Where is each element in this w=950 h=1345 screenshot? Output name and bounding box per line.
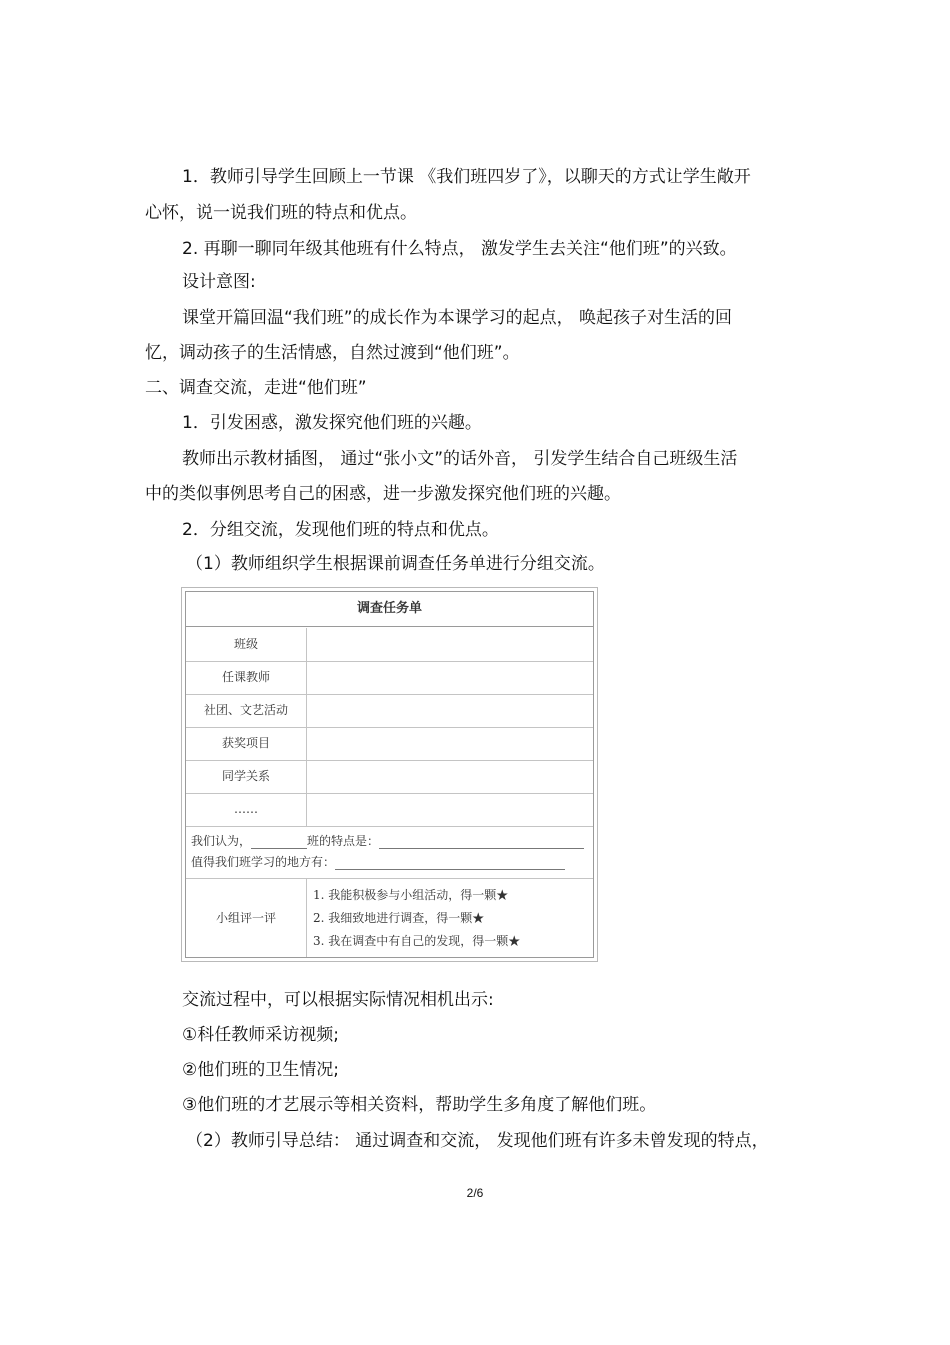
paragraph-2: 2. 再聊一聊同年级其他班有什么特点， 激发学生去关注“他们班”的兴致。: [182, 239, 737, 259]
step-2-sub-2: （2）教师引导总结： 通过调查和交流， 发现他们班有许多未曾发现的特点，: [186, 1131, 769, 1151]
design-intent-heading: 设计意图:: [182, 272, 256, 292]
summary-text-c: 值得我们班学习的地方有：: [191, 855, 336, 869]
evaluation-label: 小组评一评: [186, 878, 307, 957]
page-number: 2/6: [466, 1186, 484, 1200]
survey-summary-line-2: [191, 853, 565, 870]
step-1-heading: 1．引发困惑，激发探究他们班的兴趣。: [182, 413, 482, 433]
step-2-sub-1: （1）教师组织学生根据课前调查任务单进行分组交流。: [186, 554, 605, 574]
survey-summary-block: [186, 826, 593, 879]
survey-task-sheet: [181, 587, 598, 962]
survey-table: [185, 591, 594, 958]
list-item-1: ①科任教师采访视频;: [182, 1025, 339, 1045]
survey-row: [186, 694, 593, 728]
evaluation-item: 3. 我在调查中有自己的发现，得一颗★: [313, 934, 521, 948]
summary-text-a: 我们认为，: [191, 834, 252, 848]
survey-title: 调查任务单: [186, 592, 593, 627]
survey-row: [186, 628, 593, 662]
survey-row-label: 同学关系: [186, 760, 307, 793]
paragraph-exchange: 交流过程中，可以根据实际情况相机出示:: [182, 990, 494, 1010]
paragraph-1-line-2: 心怀，说一说我们班的特点和优点。: [145, 203, 417, 223]
survey-row-label: 社团、文艺活动: [186, 694, 307, 727]
step-2-heading: 2．分组交流，发现他们班的特点和优点。: [182, 520, 499, 540]
survey-row-label: ……: [186, 793, 307, 826]
survey-row: [186, 760, 593, 794]
survey-evaluation: [186, 878, 593, 957]
survey-row: [186, 793, 593, 827]
summary-text-b: 班的特点是：: [307, 834, 380, 848]
survey-row: [186, 661, 593, 695]
design-intent-line-2: 忆，调动孩子的生活情感，自然过渡到“他们班”。: [145, 343, 520, 363]
design-intent-line-1: 课堂开篇回温“我们班”的成长作为本课学习的起点， 唤起孩子对生活的回: [182, 308, 733, 328]
list-item-2: ②他们班的卫生情况;: [182, 1060, 339, 1080]
list-item-3: ③他们班的才艺展示等相关资料，帮助学生多角度了解他们班。: [182, 1095, 657, 1115]
blank-line: [335, 855, 565, 870]
survey-row-label: 任课教师: [186, 661, 307, 694]
survey-row-label: 获奖项目: [186, 727, 307, 760]
evaluation-item: 1. 我能积极参与小组活动，得一颗★: [313, 888, 509, 902]
survey-summary-line-1: [191, 832, 584, 849]
evaluation-item: 2. 我细致地进行调查，得一颗★: [313, 911, 485, 925]
section-heading-2: 二、调查交流，走进“他们班”: [145, 378, 367, 398]
step-1-line-2: 中的类似事例思考自己的困惑，进一步激发探究他们班的兴趣。: [145, 484, 621, 504]
survey-row-label: 班级: [186, 628, 307, 661]
blank-line: [251, 834, 307, 849]
survey-row: [186, 727, 593, 761]
step-1-line-1: 教师出示教材插图， 通过“张小文”的话外音， 引发学生结合自己班级生活: [182, 449, 738, 469]
paragraph-1-line-1: 1．教师引导学生回顾上一节课 《我们班四岁了》，以聊天的方式让学生敞开: [182, 167, 751, 187]
blank-line: [379, 834, 584, 849]
